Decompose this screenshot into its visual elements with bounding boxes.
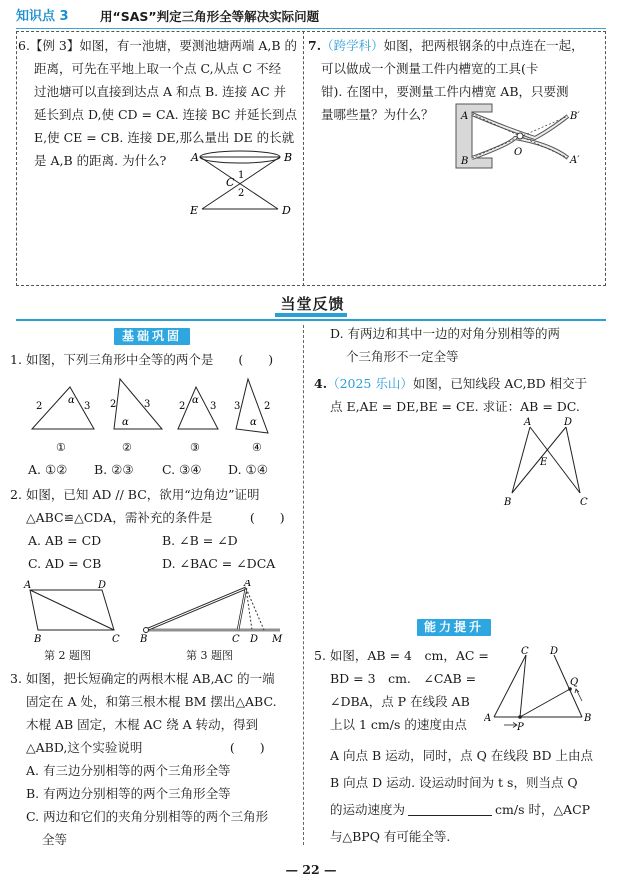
q5-figure [484, 645, 596, 730]
q5-answer-blank[interactable] [408, 803, 492, 816]
q6-line-2: 距离，可先在平地上取一个点 C,从点 C 不经 [34, 61, 282, 76]
q1-t4-right: 2 [264, 401, 271, 412]
q3-option-d-cont: 个三角形不一定全等 [346, 349, 459, 364]
q6-label-a: A [191, 151, 199, 164]
q7-tag: （跨学科） [321, 38, 384, 53]
q5-speed-suffix: cm/s 时，△ACP [495, 802, 591, 817]
q5-line-5: A 向点 B 运动，同时，点 Q 在线段 BD 上由点 [330, 748, 593, 763]
q2-label-d: D [98, 580, 107, 591]
q5-label-a: A [484, 713, 492, 724]
q5-line-2: BD = 3 cm. ∠CAB = [330, 671, 477, 686]
q1-caption-2: ② [122, 441, 132, 454]
q4-tag: （2025 乐山） [327, 376, 413, 391]
q3-label-b: B [140, 634, 148, 645]
q7-line-2: 可以做成一个测量工件内槽宽的工具(卡 [321, 61, 539, 76]
q1-t2-right: 3 [144, 399, 151, 410]
q1-caption-1: ① [56, 441, 66, 454]
q7-line-3: 钳). 在图中，要测量工件内槽宽 AB，只要测 [321, 84, 569, 99]
q3-label-c: C [232, 634, 240, 645]
q2-option-a[interactable]: A. AB = CD [28, 533, 102, 548]
feedback-title: 当堂反馈 [280, 295, 345, 313]
q1-t3-alpha: α [192, 395, 199, 406]
q6-label-e: E [190, 204, 199, 217]
q1-t3-left: 2 [179, 401, 186, 412]
q1-t2-alpha: α [122, 417, 129, 428]
q5-line-3: ∠DBA，点 P 在线段 AB [330, 694, 470, 709]
q2-option-c[interactable]: C. AD = CB [28, 556, 102, 571]
q2-line-2: △ABC≌△CDA，需补充的条件是 ( ) [26, 510, 285, 525]
q3-caption: 第 3 题图 [186, 649, 233, 662]
q2-parallelogram-figure [22, 578, 132, 646]
q1-t2-left: 2 [110, 399, 117, 410]
q4-label-d: D [564, 417, 573, 428]
column-divider [303, 325, 304, 845]
q3-option-d[interactable]: D. 有两边和其中一边的对角分别相等的两 [330, 326, 561, 341]
q7-label-a: A [461, 111, 469, 122]
q2-option-b[interactable]: B. ∠B = ∠D [162, 533, 238, 548]
knowledge-point-header [16, 7, 606, 29]
q3-sticks-figure [140, 580, 290, 646]
q4-label-e: E [540, 457, 548, 468]
q6-label-2: 2 [238, 188, 245, 199]
q3-label-m: M [272, 634, 283, 645]
q7-label-a-prime: A′ [570, 155, 580, 166]
q4-label-a: A [524, 417, 532, 428]
q7-number: 7. [308, 38, 322, 53]
q3-label-d: D [250, 634, 259, 645]
q3-option-a[interactable]: A. 有三边分别相等的两个三角形全等 [26, 763, 231, 778]
q4-crossing-figure [498, 415, 598, 507]
q5-label-d: D [550, 646, 559, 657]
q4-label-b: B [504, 497, 512, 507]
q6-line-1: 6.【例 3】如图，有一池塘，要测池塘两端 A,B 的 [18, 38, 297, 53]
q4-text-2: 点 E,AE = DE,BE = CE. 求证：AB = DC. [330, 399, 580, 414]
q6-label-1: 1 [238, 170, 245, 181]
q2-option-d[interactable]: D. ∠BAC = ∠DCA [162, 556, 276, 571]
q2-caption: 第 2 题图 [44, 649, 91, 662]
q6-label-c: C [226, 176, 235, 189]
q3-option-b[interactable]: B. 有两边分别相等的两个三角形全等 [26, 786, 231, 801]
q3-option-c-cont: 全等 [42, 832, 68, 847]
q1-option-d[interactable]: D. ①④ [228, 462, 268, 477]
q1-t4-alpha: α [250, 417, 257, 428]
q7-label-b-prime: B′ [570, 111, 580, 122]
q3-line-4: △ABD,这个实验说明 ( ) [26, 740, 265, 755]
feedback-divider [16, 319, 606, 321]
q5-line-6: B 向点 D 运动. 设运动时间为 t s，则当点 Q [330, 775, 578, 790]
q4-first-line [314, 376, 587, 392]
q3-line-1: 3. 如图，把长短确定的两根木棍 AB,AC 的一端 [10, 671, 275, 686]
q7-label-o: O [514, 147, 523, 158]
q6-line-4: 延长到点 D,使 CD = CA. 连接 BC 并延长到点 [34, 107, 297, 122]
page-number: — 22 — [285, 862, 337, 877]
q2-label-a: A [24, 580, 32, 591]
q3-option-c[interactable]: C. 两边和它们的夹角分别相等的两个三角形 [26, 809, 269, 824]
ability-improvement-pill: 能力提升 [417, 619, 491, 636]
q7-line-4: 量哪些量？为什么？ [321, 107, 434, 122]
q1-t1-alpha: α [68, 395, 75, 406]
q4-number: 4. [314, 376, 328, 391]
q5-label-q: Q [570, 677, 579, 688]
q3-line-3: 木棍 AB 固定，木棍 AC 绕 A 转动，得到 [26, 717, 259, 732]
q1-option-c[interactable]: C. ③④ [162, 462, 202, 477]
q6-pond-figure [190, 140, 300, 220]
q1-option-b[interactable]: B. ②③ [94, 462, 134, 477]
q7-label-b: B [461, 156, 469, 167]
q5-line-1: 5. 如图，AB = 4 cm，AC = [314, 648, 489, 663]
q1-t3-right: 3 [210, 401, 217, 412]
q6-line-5: E,使 CE = CB. 连接 DE,那么量出 DE 的长就 [34, 130, 295, 145]
basic-consolidation-pill: 基础巩固 [114, 328, 190, 345]
q5-label-c: C [521, 646, 529, 657]
q4-text-1: 如图，已知线段 AC,BD 相交于 [412, 376, 588, 391]
feedback-title-underline [275, 313, 347, 317]
knowledge-point-title: 用“SAS”判定三角形全等解决实际问题 [100, 9, 320, 24]
q1-t4-left: 3 [234, 401, 241, 412]
q1-t1-right: 3 [84, 401, 91, 412]
q2-label-b: B [34, 634, 42, 645]
q5-line-7 [330, 802, 590, 818]
q2-label-c: C [112, 634, 120, 645]
q2-line-1: 2. 如图，已知 AD // BC，欲用“边角边”证明 [10, 487, 260, 502]
q6-line-6: 是 A,B 的距离. 为什么? [34, 153, 167, 168]
example-box-divider [303, 31, 304, 286]
q6-label-d: D [282, 204, 291, 217]
q1-caption-4: ④ [252, 441, 262, 454]
q5-line-4: 上以 1 cm/s 的速度由点 [330, 717, 467, 732]
q1-option-a[interactable]: A. ①② [28, 462, 68, 477]
q4-label-c: C [580, 497, 588, 507]
q5-speed-prefix: 的运动速度为 [330, 802, 406, 817]
q5-line-8: 与△BPQ 有可能全等. [330, 829, 451, 844]
q3-label-a: A [244, 580, 252, 589]
q7-first-line [308, 38, 584, 54]
q1-stem: 1. 如图，下列三角形中全等的两个是 ( ) [10, 352, 274, 367]
q1-t1-left: 2 [36, 401, 43, 412]
q7-caliper-figure [450, 100, 590, 175]
q7-line-1: 如图，把两根钢条的中点连在一起， [383, 38, 584, 53]
q1-triangles-figure [22, 373, 292, 455]
q6-label-b: B [284, 151, 293, 164]
q6-line-3: 过池塘可以直接到达点 A 和点 B. 连接 AC 并 [34, 84, 287, 99]
q5-label-b: B [584, 713, 592, 724]
knowledge-point-badge: 知识点 3 [16, 9, 69, 24]
q5-label-p: P [517, 722, 524, 730]
q3-line-2: 固定在 A 处，和第三根木棍 BM 摆出△ABC. [26, 694, 277, 709]
q1-caption-3: ③ [190, 441, 200, 454]
